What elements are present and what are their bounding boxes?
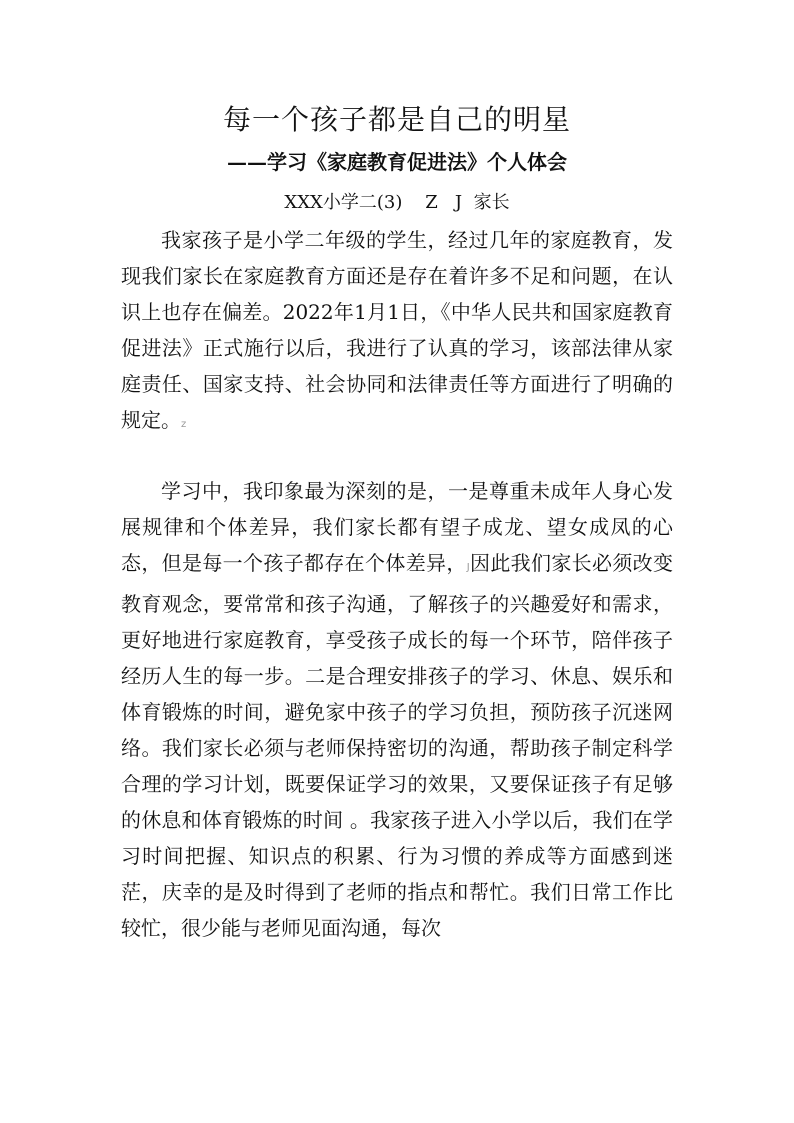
paragraph-2-text-after: 因此我们家长必须改变教育观念，要常常和孩子沟通，了解孩子的兴趣爱好和需求，更好地进行家庭教育，享受孩子成长的每一个环节，陪伴孩子经历人生的每一步。二是合理安排孩子的学习、休息、娱乐和体育锻炼的时间，避免家中孩子的学习负担，预防孩子沉迷网络。我们家长必须与老师保持密切的沟通，帮助孩子制定科学合理的学习计划，既要保证学习的效果，又要保证孩子有足够的休息和体育锻炼的时间 。我家孩子进入小学以后，我们在学习时间把握、知识点的积累、行为习惯的养成等方面感到迷茫，庆幸的是及时得到了老师的指点和帮忙。我们日常工作比较忙，很少能与老师见面沟通，每次 (121, 551, 674, 940)
author-line: XXX小学二(3) Z J 家长 (284, 192, 510, 213)
document-title: 每一个孩子都是自己的明星 (222, 103, 571, 136)
paragraph-2-text-before: 学习中，我印象最为深刻的是，一是尊重未成年人身心发展规律和个体差异，我们家长都有望子成龙、望女成凤的心态，但是每一个孩子都存在个体差异， (121, 479, 673, 575)
paragraph-1-text: 我家孩子是小学二年级的学生，经过几年的家庭教育，发现我们家长在家庭教育方面还是存在着许多不足和问题，在认识上也存在偏差。2022年1月1日，《中华人民共和国家庭教育促进法》正式施行以后，我进行了认真的学习，该部法律从家庭责任、国家支持、社会协同和法律责任等方面进行了明确的规定。 (121, 228, 673, 432)
paragraph-mark: z (181, 419, 187, 430)
paragraph-2 (121, 473, 673, 946)
paragraph-mark: J (466, 562, 470, 573)
paragraph-1 (121, 222, 673, 443)
document-body (121, 222, 673, 946)
document-subtitle: ——学习《家庭教育促进法》个人体会 (227, 150, 567, 174)
